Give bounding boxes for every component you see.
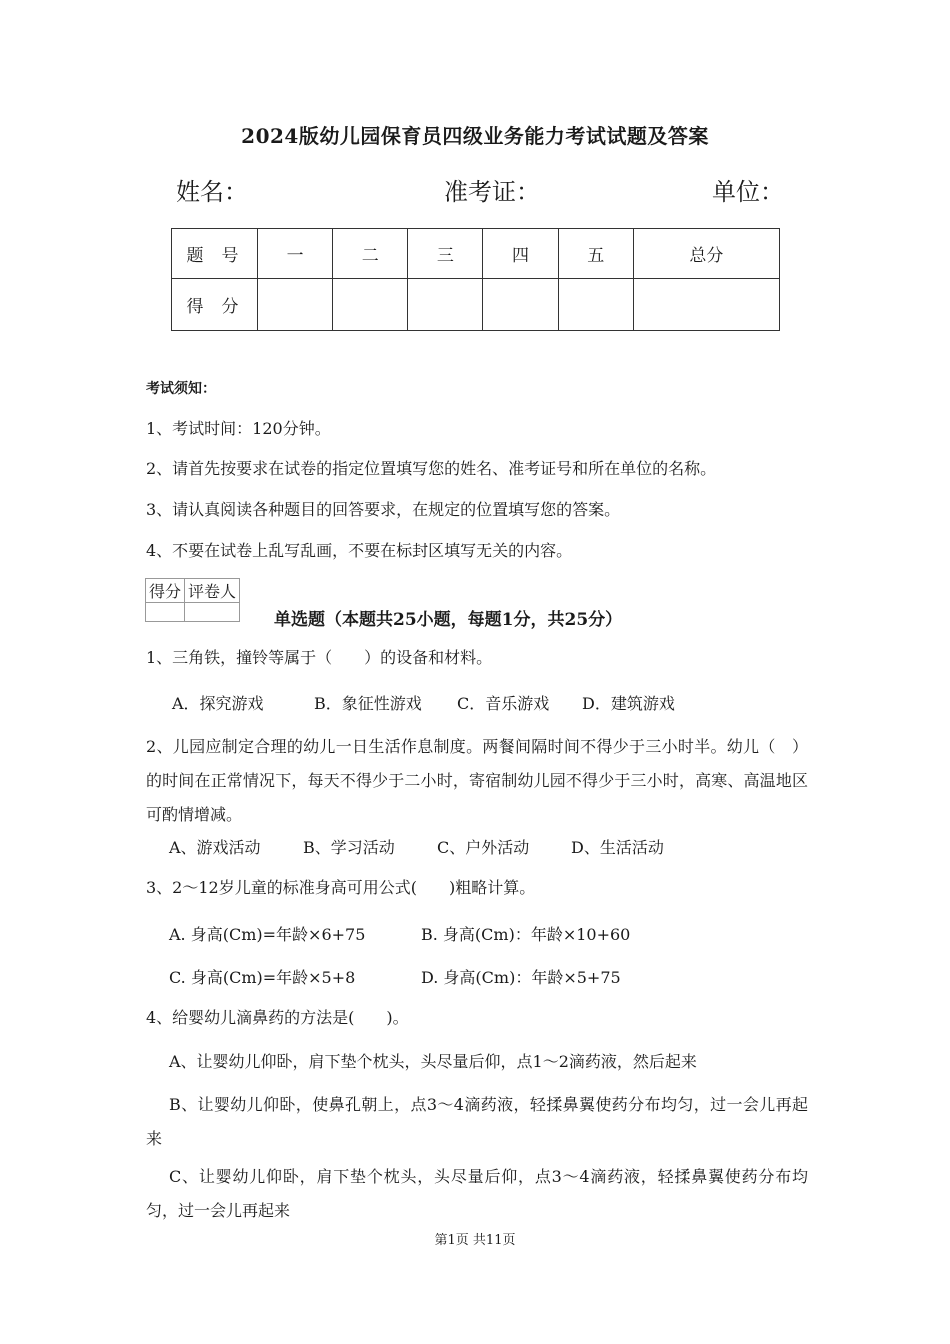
score-cell[interactable] — [258, 279, 333, 331]
page-title: 2024版幼儿园保育员四级业务能力考试试题及答案 — [241, 124, 709, 148]
question-stem-3: 3、2～12岁儿童的标准身高可用公式( )粗略计算。 — [146, 878, 536, 897]
score-table-col: 三 — [408, 229, 483, 279]
question-stem-4: 4、给婴幼儿滴鼻药的方法是( )。 — [146, 1008, 409, 1027]
score-cell-total[interactable] — [633, 279, 779, 331]
option-4b: B、让婴幼儿仰卧，使鼻孔朝上，点3～4滴药液，轻揉鼻翼使药分布均匀，过一会儿再起来 — [146, 1095, 808, 1148]
notice-item: 2、请首先按要求在试卷的指定位置填写您的姓名、准考证号和所在单位的名称。 — [146, 459, 717, 478]
score-table-score-row — [172, 279, 780, 331]
score-cell[interactable] — [408, 279, 483, 331]
score-table-col: 四 — [483, 229, 558, 279]
grader-score-cell[interactable] — [146, 603, 185, 622]
score-table-col: 一 — [258, 229, 333, 279]
option-3d: D. 身高(Cm)：年龄×5+75 — [421, 968, 621, 987]
option-4c: C、让婴幼儿仰卧，肩下垫个枕头，头尽量后仰，点3～4滴药液，轻揉鼻翼使药分布均匀，过一会儿再起来 — [146, 1167, 808, 1220]
notice-heading: 考试须知： — [146, 381, 216, 397]
question-stem-2: 2、儿园应制定合理的幼儿一日生活作息制度。两餐间隔时间不得少于三小时半。幼儿（ ）的时间在正常情况下，每天不得少于二小时，寄宿制幼儿园不得少于三小时，高寒、高温地区可酌情增减。 — [146, 737, 808, 824]
option-2a: A、游戏活动 — [169, 838, 261, 857]
section-title: 单选题（本题共25小题，每题1分，共25分） — [274, 610, 623, 630]
option-1b: B．象征性游戏 — [314, 694, 422, 713]
option-1c: C．音乐游戏 — [457, 694, 550, 713]
option-3b: B. 身高(Cm)：年龄×10+60 — [421, 925, 631, 944]
option-2c: C、户外活动 — [437, 838, 530, 857]
option-2b: B、学习活动 — [303, 838, 395, 857]
option-3a: A. 身高(Cm)=年龄×6+75 — [169, 925, 366, 944]
grader-name-label: 评卷人 — [185, 579, 240, 603]
score-table-col-total: 总分 — [633, 229, 779, 279]
score-table-header-row — [172, 229, 780, 279]
score-table-row-header: 题号 — [172, 229, 258, 279]
exam-id-label: 准考证： — [444, 178, 540, 206]
notice-item: 4、不要在试卷上乱写乱画，不要在标封区填写无关的内容。 — [146, 541, 573, 560]
score-table-row-score: 得分 — [172, 279, 258, 331]
option-1d: D．建筑游戏 — [582, 694, 675, 713]
name-label: 姓名： — [176, 178, 248, 206]
unit-label: 单位： — [712, 178, 784, 206]
option-2d: D、生活活动 — [571, 838, 664, 857]
option-4a: A、让婴幼儿仰卧，肩下垫个枕头，头尽量后仰，点1～2滴药液，然后起来 — [169, 1052, 697, 1071]
option-3c: C. 身高(Cm)=年龄×5+8 — [169, 968, 356, 987]
grader-score-label: 得分 — [146, 579, 185, 603]
option-1a: A．探究游戏 — [172, 694, 264, 713]
notice-item: 3、请认真阅读各种题目的回答要求，在规定的位置填写您的答案。 — [146, 500, 621, 519]
question-stem-1: 1、三角铁，撞铃等属于（ ）的设备和材料。 — [146, 648, 493, 667]
score-cell[interactable] — [558, 279, 633, 331]
score-table-col: 二 — [333, 229, 408, 279]
score-table-col: 五 — [558, 229, 633, 279]
notice-item: 1、考试时间：120分钟。 — [146, 419, 331, 438]
page-footer: 第1页 共11页 — [434, 1233, 516, 1248]
score-cell[interactable] — [483, 279, 558, 331]
score-cell[interactable] — [333, 279, 408, 331]
grader-table — [145, 578, 240, 622]
score-table — [171, 228, 780, 331]
grader-name-cell[interactable] — [185, 603, 240, 622]
